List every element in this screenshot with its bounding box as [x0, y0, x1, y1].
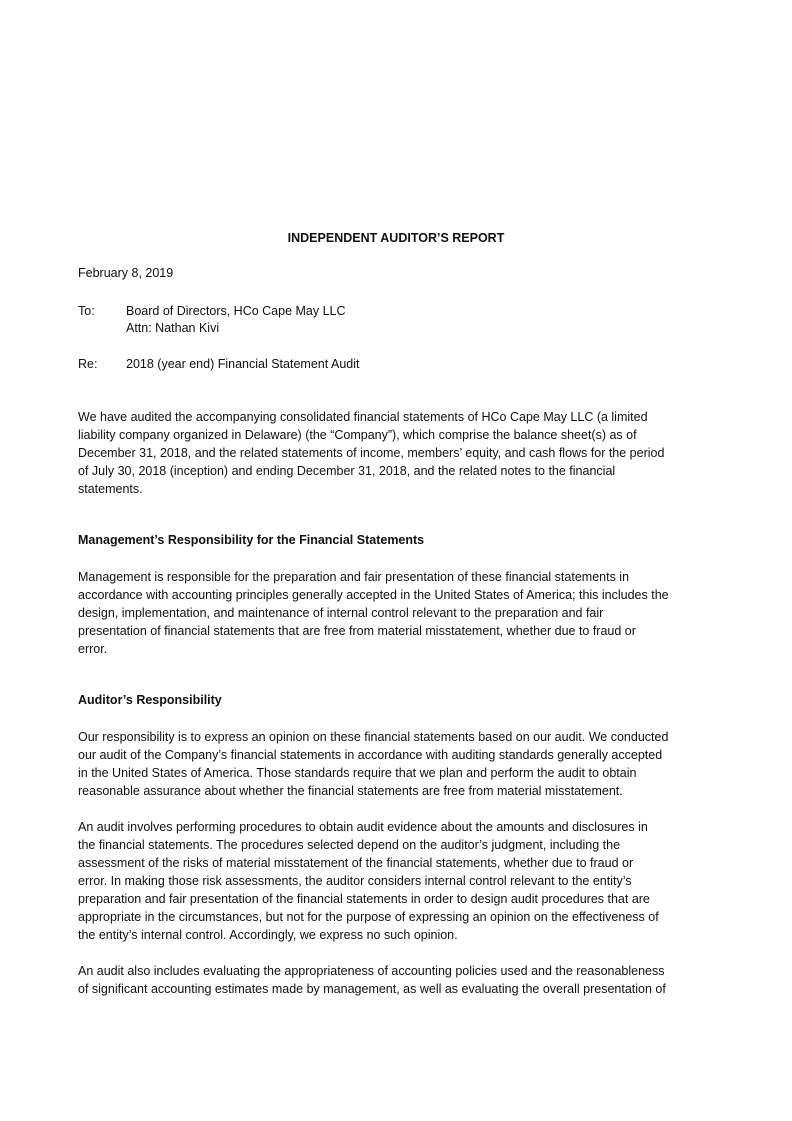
- paragraph-line: in the United States of America. Those standards require that we plan and perform the audit to obtain: [78, 766, 637, 780]
- paragraph-line: of July 30, 2018 (inception) and ending December 31, 2018, and the related notes to the financial: [78, 464, 616, 478]
- paragraph-line: Our responsibility is to express an opinion on these financial statements based on our audit. We conducted: [78, 730, 669, 744]
- paragraph-line: statements.: [78, 482, 143, 496]
- paragraph-line: reasonable assurance about whether the financial statements are free from material misstatement.: [78, 784, 623, 798]
- report-date: February 8, 2019: [78, 266, 174, 280]
- re-subject: 2018 (year end) Financial Statement Audit: [126, 357, 360, 371]
- paragraph-line: error. In making those risk assessments, the auditor considers internal control relevant to the entity’s: [78, 874, 632, 888]
- paragraph-line: design, implementation, and maintenance of internal control relevant to the preparation and fair: [78, 606, 604, 620]
- report-title: INDEPENDENT AUDITOR’S REPORT: [287, 231, 505, 245]
- paragraph-line: the financial statements. The procedures selected depend on the auditor’s judgment, including the: [78, 838, 621, 852]
- paragraph-line: the entity’s internal control. Accordingly, we express no such opinion.: [78, 928, 458, 942]
- paragraph-line: accordance with accounting principles generally accepted in the United States of America; this includes the: [78, 588, 669, 602]
- paragraph-line: Management is responsible for the preparation and fair presentation of these financial statements in: [78, 570, 630, 584]
- paragraph-line: preparation and fair presentation of the financial statements in order to design audit procedures that are: [78, 892, 650, 906]
- to-label: To:: [78, 304, 95, 318]
- paragraph-line: liability company organized in Delaware) (the “Company”), which comprise the balance sheet(s) as of: [78, 428, 637, 442]
- paragraph-line: We have audited the accompanying consolidated financial statements of HCo Cape May LLC (a limited: [78, 410, 648, 424]
- auditor-paragraph-3: [78, 962, 718, 998]
- paragraph-line: An audit involves performing procedures to obtain audit evidence about the amounts and disclosures in: [78, 820, 648, 834]
- paragraph-line: An audit also includes evaluating the appropriateness of accounting policies used and the reasonableness: [78, 964, 665, 978]
- paragraph-line: presentation of financial statements that are free from material misstatement, whether due to fraud or: [78, 624, 636, 638]
- auditor-heading: Auditor’s Responsibility: [78, 693, 222, 707]
- management-heading: Management’s Responsibility for the Financial Statements: [78, 533, 425, 547]
- auditor-paragraph-1: [78, 728, 718, 800]
- re-label: Re:: [78, 357, 98, 371]
- intro-paragraph: [78, 408, 718, 498]
- to-recipient: Board of Directors, HCo Cape May LLC: [126, 304, 346, 318]
- paragraph-line: of significant accounting estimates made by management, as well as evaluating the overall presentation of: [78, 982, 666, 996]
- auditor-paragraph-2: [78, 818, 718, 944]
- paragraph-line: December 31, 2018, and the related statements of income, members’ equity, and cash flows for the period: [78, 446, 665, 460]
- paragraph-line: assessment of the risks of material misstatement of the financial statements, whether due to fraud or: [78, 856, 634, 870]
- paragraph-line: our audit of the Company’s financial statements in accordance with auditing standards generally accepted: [78, 748, 663, 762]
- paragraph-line: error.: [78, 642, 108, 656]
- to-attn: Attn: Nathan Kivi: [126, 321, 220, 335]
- paragraph-line: appropriate in the circumstances, but not for the purpose of expressing an opinion on the effectiveness of: [78, 910, 659, 924]
- management-paragraph: [78, 568, 718, 658]
